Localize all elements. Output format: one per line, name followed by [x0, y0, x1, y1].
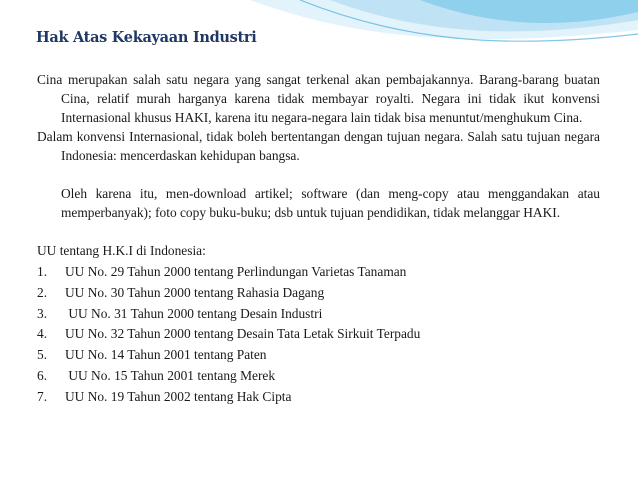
list-text: UU No. 30 Tahun 2000 tentang Rahasia Dagang — [65, 284, 325, 300]
list-text: UU No. 15 Tahun 2001 tentang Merek — [65, 367, 276, 383]
list-number: 3. — [37, 305, 48, 321]
list-text: UU No. 31 Tahun 2000 tentang Desain Industri — [65, 305, 323, 321]
law-list — [37, 262, 600, 406]
paragraph-international-convention: Dalam konvensi Internasional, tidak boleh bertentangan dengan tujuan negara. Salah satu tujuan negara Indonesia: mencerdaskan kehidupan bangsa. — [37, 129, 600, 163]
list-number: 4. — [37, 326, 48, 342]
paragraph-china-piracy: Cina merupakan salah satu negara yang sangat terkenal akan pembajakannya. Barang-barang buatan Cina, relatif murah harganya karena tidak membayar royalti. Negara ini tidak ikut konvensi Internasional khusus HAKI, karena itu negara-negara lain tidak bisa menuntut/menghukum Cina. — [37, 72, 600, 125]
slide-title: Hak Atas Kekayaan Industri — [36, 29, 257, 46]
list-item — [37, 283, 600, 302]
list-item — [37, 345, 600, 364]
list-number: 2. — [37, 284, 48, 300]
list-number: 7. — [37, 388, 48, 404]
list-item — [37, 262, 600, 281]
list-item — [37, 324, 600, 343]
list-text: UU No. 19 Tahun 2002 tentang Hak Cipta — [65, 388, 292, 404]
list-item — [37, 304, 600, 323]
slide-body — [37, 70, 600, 408]
list-number: 6. — [37, 367, 48, 383]
list-text: UU No. 32 Tahun 2000 tentang Desain Tata Letak Sirkuit Terpadu — [65, 326, 421, 342]
list-heading: UU tentang H.K.I di Indonesia: — [37, 243, 206, 258]
spacer — [37, 165, 600, 184]
list-item — [37, 366, 600, 385]
list-text: UU No. 29 Tahun 2000 tentang Perlindungan Varietas Tanaman — [65, 264, 407, 279]
list-text: UU No. 14 Tahun 2001 tentang Paten — [65, 347, 267, 363]
list-number: 5. — [37, 347, 48, 363]
list-number: 1. — [37, 264, 48, 279]
paragraph-education-note: Oleh karena itu, men-download artikel; software (dan meng-copy atau menggandakan atau memperbanyak); foto copy buku-buku; dsb untuk tujuan pendidikan, tidak melanggar HAKI. — [61, 186, 600, 220]
list-item — [37, 387, 600, 406]
spacer — [37, 222, 600, 241]
